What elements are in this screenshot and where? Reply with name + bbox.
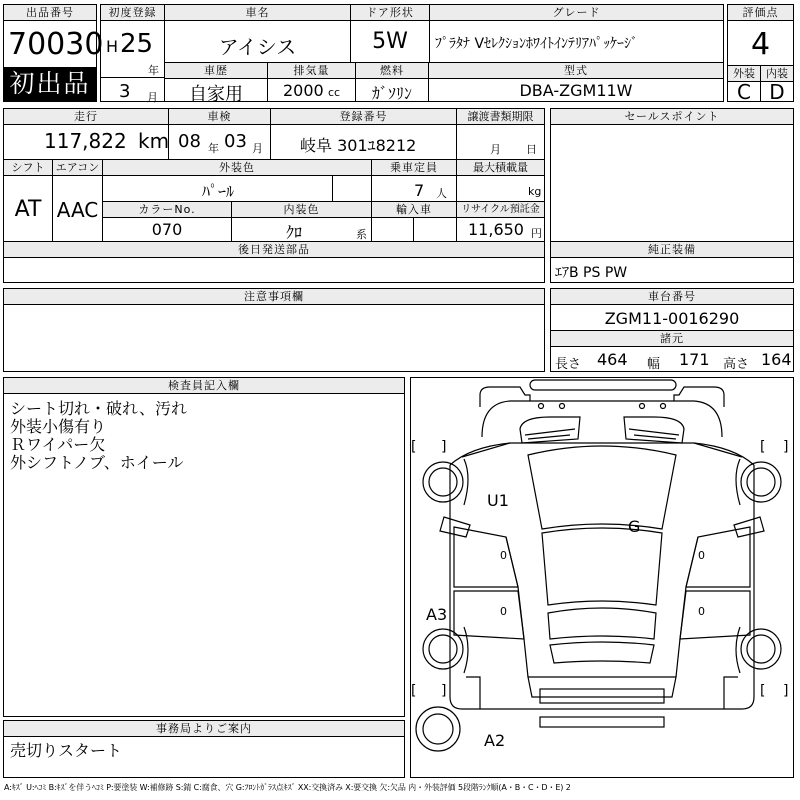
chassis-box <box>550 288 794 372</box>
exterior-color-label: 外装色 <box>103 160 371 176</box>
recycle-deposit-label: リサイクル預託金 <box>457 202 544 218</box>
damage-mark-u1: U1 <box>487 491 509 510</box>
air-conditioner: AAC <box>56 198 99 222</box>
inspection-year: 08 <box>178 131 201 152</box>
bracket-front-left-open: [ <box>411 439 417 455</box>
capacity: 7 <box>414 181 425 200</box>
office-label: 事務局よりご案内 <box>4 721 404 737</box>
model: DBA-ZGM11W <box>519 81 633 100</box>
lot-number-label: 出品番号 <box>4 5 96 21</box>
zero-mark: 0 <box>500 605 507 618</box>
score: 4 <box>750 27 771 62</box>
door-label: ドア形状 <box>351 5 429 21</box>
plate-number: 岐阜 301ﾕ8212 <box>300 136 417 155</box>
damage-mark-a3: A3 <box>426 605 448 624</box>
windshield-shape <box>528 446 676 529</box>
inspection-month-unit: 月 <box>252 142 263 155</box>
height-label: 高さ <box>723 357 750 372</box>
interior-grade-label: 内装 <box>761 66 793 82</box>
lot-number: 70030 <box>8 27 104 62</box>
car-name: アイシス <box>218 35 297 59</box>
license-plate-shape <box>540 689 664 703</box>
damage-mark-a2: A2 <box>484 731 506 750</box>
sales-point-label: セールスポイント <box>551 109 793 125</box>
displacement-unit: cc <box>328 86 341 99</box>
grade: ﾌﾟﾗﾀﾅ Vｾﾚｸｼｮﾝﾎﾜｲﾄｲﾝﾃﾘｱﾊﾟｯｹｰｼﾞ <box>435 36 639 52</box>
capacity-label: 乗車定員 <box>372 160 456 176</box>
details-box <box>3 108 545 242</box>
dimensions-label: 諸元 <box>551 331 793 347</box>
mileage-unit: km <box>138 129 170 153</box>
later-parts-box <box>3 241 545 283</box>
front-marker-circle <box>539 404 544 409</box>
later-parts-label: 後日発送部品 <box>4 242 544 258</box>
inspection-year-unit: 年 <box>208 142 219 155</box>
bracket-front-right-close: ] <box>783 439 789 455</box>
era: H <box>106 37 119 56</box>
bracket-rear-right-close: ] <box>783 683 789 699</box>
equipment-box <box>550 241 794 283</box>
first-registration-label: 初度登録 <box>101 5 164 21</box>
length: 464 <box>597 350 628 369</box>
bracket-rear-left-open: [ <box>411 683 417 699</box>
displacement: 2000 <box>283 81 324 100</box>
bracket-rear-right-open: [ <box>760 683 766 699</box>
recycle-deposit: 11,650 <box>468 220 524 239</box>
bracket-rear-left-close: ] <box>441 683 447 699</box>
bracket-front-right-open: [ <box>760 439 766 455</box>
interior-grade: D <box>769 80 785 104</box>
mileage: 117,822 <box>44 129 127 153</box>
year-unit: 年 <box>148 64 159 77</box>
first-listing-badge <box>4 67 96 101</box>
rear-hatch-shape <box>528 677 676 697</box>
inspector-line-3: Ｒワイパー欠 <box>10 435 106 454</box>
hood-shape <box>462 443 742 457</box>
notes-box <box>3 288 545 372</box>
interior-color-label: 内装色 <box>232 202 371 218</box>
inspector-line-2: 外装小傷有り <box>10 417 107 436</box>
max-load-label: 最大積載量 <box>457 160 544 176</box>
max-load-unit: kg <box>528 185 542 198</box>
legend: A:ｷｽﾞ U:ﾍｺﾐ B:ｷｽﾞを伴うﾍｺﾐ P:要塗装 W:補修跡 S:錆 C:腐食、穴 G:ﾌﾛﾝﾄｶﾞﾗｽ点ｷｽﾞ XX:交換済み X:要交換 欠:欠品 内・外装評価 5段階ﾗﾝｸ順(A・B・C・D・E) 2 <box>4 783 571 792</box>
mileage-label: 走行 <box>4 109 168 125</box>
month-unit: 月 <box>147 91 158 104</box>
recycle-deposit-unit: 円 <box>531 227 542 240</box>
rear-door-right <box>680 591 750 639</box>
height: 164 <box>761 350 792 369</box>
zero-mark: 0 <box>500 549 507 562</box>
exterior-grade-label: 外装 <box>728 66 760 82</box>
shift: AT <box>14 197 42 222</box>
color-number-label: カラーNo. <box>103 202 231 218</box>
inspector-line-1: シート切れ・破れ、汚れ <box>10 399 187 418</box>
bracket-front-left-close: ] <box>441 439 447 455</box>
ac-label: エアコン <box>53 160 102 176</box>
office-box <box>3 720 405 778</box>
zero-mark: 0 <box>698 605 705 618</box>
inspector-line-4: 外シフトノブ、ホイール <box>10 453 184 472</box>
car-name-label: 車名 <box>165 5 350 21</box>
front-bumper-shape <box>482 401 722 437</box>
exterior-grade: C <box>737 80 751 104</box>
capacity-unit: 人 <box>436 187 447 200</box>
inspector-box <box>3 377 405 717</box>
inspector-label: 検査員記入欄 <box>4 378 404 394</box>
displacement-label: 排気量 <box>268 63 355 79</box>
door-type: 5W <box>372 29 408 54</box>
shift-label: シフト <box>4 160 52 176</box>
model-label: 型式 <box>429 63 723 79</box>
chassis-label: 車台番号 <box>551 289 793 305</box>
zero-mark: 0 <box>698 549 705 562</box>
office-message: 売切りスタート <box>10 741 123 760</box>
length-label: 長さ <box>555 357 582 372</box>
equipment: ｴｱB PS PW <box>555 265 628 281</box>
plate-label: 登録番号 <box>271 109 456 125</box>
transfer-day-unit: 日 <box>526 143 537 156</box>
history: 自家用 <box>189 84 243 105</box>
color-number: 070 <box>151 220 183 239</box>
score-box <box>727 4 794 102</box>
transfer-deadline-label: 譲渡書類期限 <box>457 109 544 125</box>
interior-color-unit: 系 <box>356 228 367 241</box>
exterior-color: ﾊﾟｰﾙ <box>201 182 234 201</box>
rear-bumper-shape <box>540 717 664 727</box>
damage-mark-g: G <box>628 517 641 536</box>
roof-spoiler-shape <box>530 380 676 390</box>
registration-month: 3 <box>119 81 131 102</box>
equipment-label: 純正装備 <box>551 242 793 258</box>
score-label: 評価点 <box>728 5 793 21</box>
first-registration-box <box>100 4 165 102</box>
rear-door-left <box>454 591 524 639</box>
inspection-month: 03 <box>224 131 247 152</box>
interior-color: ｸﾛ <box>286 223 303 242</box>
fuel-label: 燃料 <box>356 63 428 79</box>
spec-row-box <box>164 62 724 105</box>
registration-year: 25 <box>120 29 154 59</box>
width: 171 <box>679 350 710 369</box>
history-label: 車歴 <box>165 63 267 79</box>
import-label: 輸入車 <box>372 202 456 218</box>
notes-label: 注意事項欄 <box>4 289 544 305</box>
fuel: ｶﾞｿﾘﾝ <box>371 84 412 103</box>
first-listing-text: 初出品 <box>9 69 91 98</box>
sales-point-box <box>550 108 794 242</box>
rear-window-shape <box>548 608 656 639</box>
transfer-month-unit: 月 <box>490 143 501 156</box>
roof-shape <box>542 528 662 605</box>
width-label: 幅 <box>647 357 661 372</box>
grade-label: グレード <box>430 5 723 21</box>
chassis-number: ZGM11-0016290 <box>604 309 740 328</box>
inspection-label: 車検 <box>169 109 270 125</box>
car-damage-diagram <box>410 377 794 778</box>
